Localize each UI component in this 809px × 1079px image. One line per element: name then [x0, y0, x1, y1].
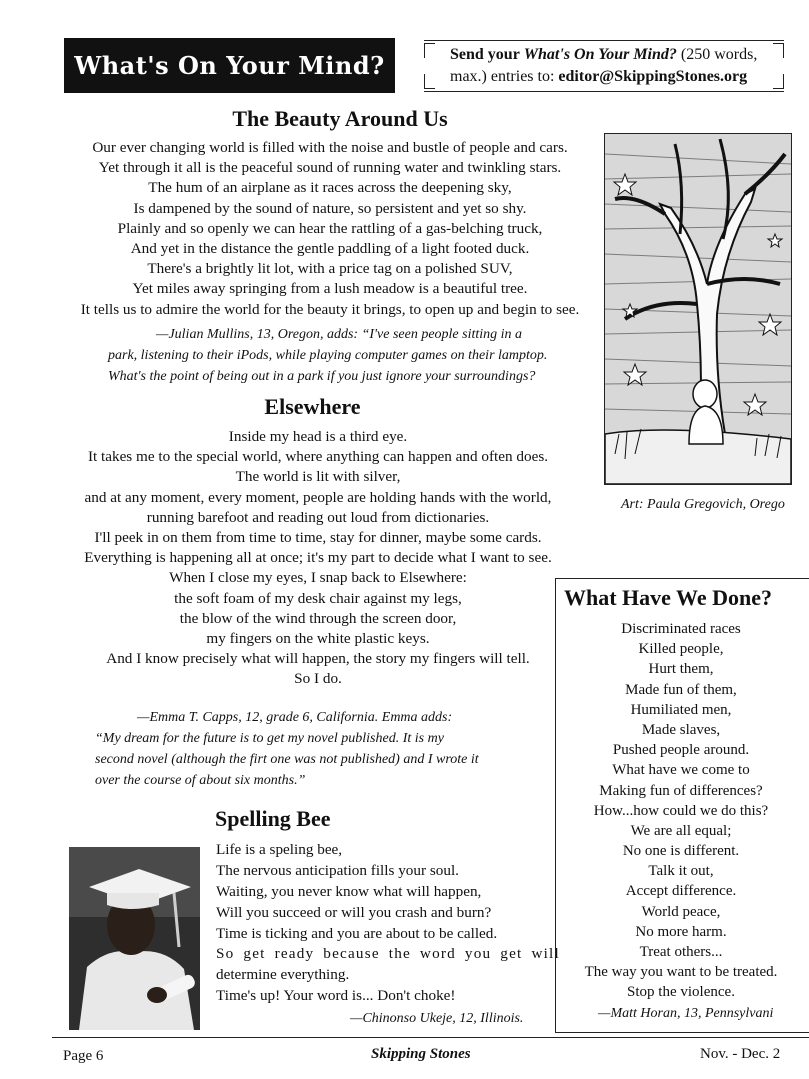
poem-line: Life is a speling bee,	[216, 841, 343, 858]
submission-notice	[424, 40, 784, 92]
banner-title: What's On Your Mind?	[74, 51, 385, 80]
poem-line: Waiting, you never know what will happen,	[216, 882, 482, 900]
poem-line: Stop the violence.	[627, 984, 735, 1001]
bracket-ornament	[424, 74, 435, 89]
sidebar-title: What Have We Done?	[564, 585, 772, 610]
sidebar-poem-box	[555, 578, 809, 1033]
submission-word-limit: (250 words,	[680, 46, 758, 63]
poem-line: So get ready because the word you get will	[216, 945, 560, 963]
bracket-ornament	[773, 43, 784, 58]
poem-body	[28, 427, 608, 689]
poem-line: and at any moment, every moment, people are holding hands with the world,	[84, 488, 552, 506]
credit-line: —Julian Mullins, 13, Oregon, adds: “I've seen people sitting in a	[156, 327, 523, 342]
poem-line: I'll peek in on them from time to time, stay for dinner, maybe some cards.	[94, 528, 542, 546]
poem-title: Elsewhere	[264, 394, 361, 419]
poem-credit: —Chinonso Ukeje, 12, Illinois.	[350, 1011, 524, 1026]
sidebar-credit: —Matt Horan, 13, Pennsylvani	[598, 1006, 774, 1021]
poem-line: How...how could we do this?	[593, 802, 769, 819]
poem-line: When I close my eyes, I snap back to Elsewhere:	[169, 569, 467, 587]
poem-line: Talk it out,	[648, 863, 714, 880]
poem-line: Making fun of differences?	[599, 782, 763, 799]
art-caption: Art: Paula Gregovich, Orego	[621, 497, 785, 512]
poem-line: running barefoot and reading out loud from dictionaries.	[146, 508, 490, 526]
poem-line: my fingers on the white plastic keys.	[206, 629, 430, 647]
poem-line: Yet through it all is the peaceful sound of running water and twinkling stars.	[98, 159, 562, 177]
poem-line: The way you want to be treated.	[584, 964, 778, 981]
poem-line: Made fun of them,	[625, 681, 737, 698]
poem-title: The Beauty Around Us	[232, 106, 448, 131]
poem-line: And I know precisely what will happen, the story my fingers will tell.	[106, 650, 530, 668]
poem-line: Humiliated men,	[630, 701, 732, 718]
poem-line: determine everything.	[216, 966, 350, 984]
poem-line: Yet miles away springing from a lush meadow is a beautiful tree.	[132, 280, 528, 298]
poem-title: Spelling Bee	[215, 806, 331, 831]
poem-line: the soft foam of my desk chair against my legs,	[174, 589, 462, 607]
poem-body	[40, 138, 620, 320]
poem-credit	[95, 707, 479, 791]
poem-line: Discriminated races	[621, 621, 741, 637]
poem-body	[216, 840, 560, 1007]
poem-line: Pushed people around.	[612, 742, 750, 759]
poem-line: So I do.	[294, 670, 342, 688]
poem-line: The world is lit with silver,	[235, 468, 401, 486]
student-photo	[69, 847, 200, 1030]
poem-line: Inside my head is a third eye.	[228, 428, 408, 445]
poem-line: the blow of the wind through the screen door,	[179, 609, 457, 627]
credit-line: —Emma T. Capps, 12, grade 6, California. Emma adds:	[137, 710, 453, 725]
poem-line: Treat others...	[639, 944, 723, 960]
poem-line: Our ever changing world is filled with the noise and bustle of people and cars.	[92, 139, 568, 156]
sidebar-poem-body	[556, 619, 806, 1003]
poem-line: What have we come to	[612, 762, 750, 779]
poem-line: Is dampened by the sound of nature, so persistent and yet so shy.	[133, 199, 527, 217]
poem-line: It tells us to admire the world for the beauty it brings, to open up and begin to see.	[80, 300, 580, 318]
tree-artwork	[604, 133, 792, 485]
issue-date: Nov. - Dec. 2	[700, 1046, 781, 1062]
credit-line: over the course of about six months.”	[95, 773, 306, 788]
submission-instructions: max.) entries to:	[450, 68, 555, 85]
poem-line: We are all equal;	[630, 822, 732, 839]
poem-line: The nervous anticipation fills your soul.	[216, 861, 459, 879]
poem-line: The hum of an airplane as it races across the deepening sky,	[148, 179, 512, 197]
poem-line: It takes me to the special world, where anything can happen and often does.	[87, 448, 549, 466]
poem-line: Accept difference.	[625, 883, 737, 900]
poem-line: Plainly and so openly we can hear the rattling of a gas-belching truck,	[117, 219, 543, 237]
magazine-name: Skipping Stones	[371, 1046, 471, 1062]
poem-line: And yet in the distance the gentle paddling of a light footed duck.	[130, 239, 530, 257]
page-number: Page 6	[63, 1048, 104, 1064]
poem-line: Made slaves,	[641, 721, 721, 738]
poem-line: Time is ticking and you are about to be called.	[216, 924, 498, 942]
poem-line: Everything is happening all at once; it's my part to decide what I want to see.	[84, 549, 552, 567]
credit-line: park, listening to their iPods, while playing computer games on their lamptop.	[108, 348, 548, 363]
poem-line: No more harm.	[635, 923, 727, 940]
credit-line: What's the point of being out in a park if you just ignore your surroundings?	[108, 369, 536, 384]
credit-line: second novel (although the firt one was not published) and I wrote it	[95, 752, 479, 767]
credit-line: “My dream for the future is to get my novel published. It is my	[95, 731, 444, 746]
bracket-ornament	[424, 43, 435, 58]
section-banner	[64, 38, 395, 93]
poem-line: Will you succeed or will you crash and burn?	[216, 903, 492, 921]
poem-line: No one is different.	[622, 843, 740, 860]
poem-line: Time's up! Your word is... Don't choke!	[216, 987, 456, 1005]
poem-line: Killed people,	[638, 641, 724, 658]
submission-column-name: What's On Your Mind?	[523, 46, 677, 63]
submission-lead: Send your	[450, 46, 520, 63]
submission-email-link[interactable]: editor@SkippingStones.org	[558, 68, 748, 85]
poem-credit	[108, 324, 547, 387]
poem-line: Hurt them,	[648, 661, 714, 678]
poem-line: There's a brightly lit lot, with a price tag on a polished SUV,	[147, 260, 513, 278]
footer-divider	[52, 1037, 809, 1038]
poem-line: World peace,	[641, 903, 721, 920]
bracket-ornament	[773, 74, 784, 89]
